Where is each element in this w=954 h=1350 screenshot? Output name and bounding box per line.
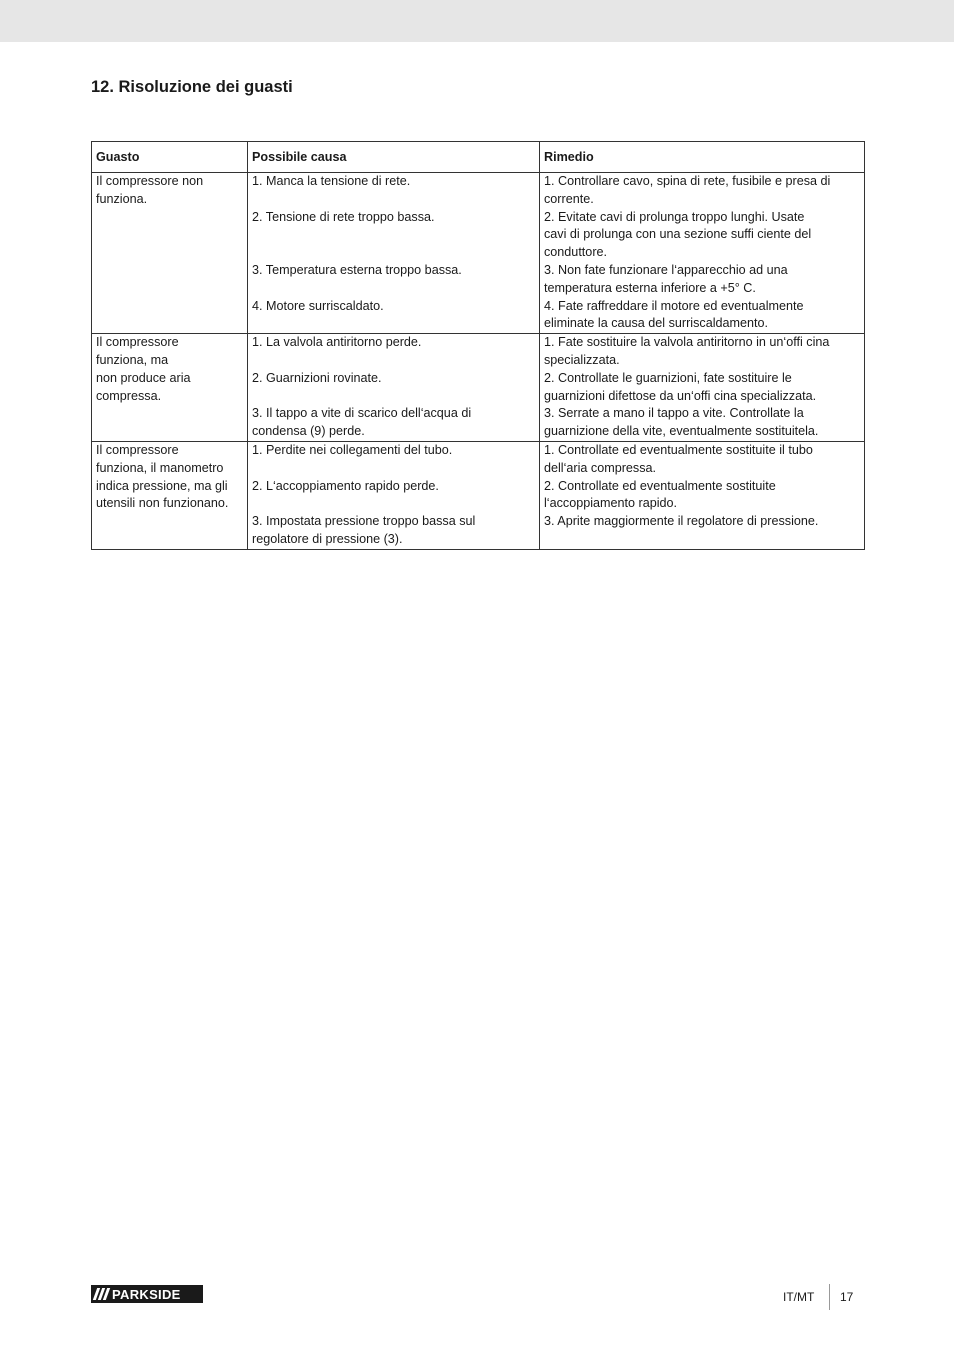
remedy-line: 4. Fate raffreddare il motore ed eventualmente — [544, 298, 804, 313]
remedy-cell — [540, 334, 865, 442]
cause-cell — [248, 334, 540, 442]
remedy-line: eliminate la causa del surriscaldamento. — [544, 316, 769, 331]
remedy-line: 1. Controllare cavo, spina di rete, fusibile e presa di — [544, 174, 831, 188]
remedy-line: 2. Controllate le guarnizioni, fate sostituire le — [544, 370, 792, 385]
remedy-line: conduttore. — [544, 245, 608, 260]
table-row — [92, 334, 865, 442]
parkside-logo — [91, 1285, 203, 1303]
table-row — [92, 173, 865, 334]
cause-line: 4. Motore surriscaldato. — [252, 298, 384, 313]
cause-line: 2. L‘accoppiamento rapido perde. — [252, 478, 439, 493]
remedy-line: 3. Serrate a mano il tappo a vite. Controllate la — [544, 406, 804, 421]
header-cause: Possibile causa — [248, 142, 540, 173]
cause-line: 1. La valvola antiritorno perde. — [252, 335, 422, 350]
cause-line: 3. Impostata pressione troppo bassa sul — [252, 514, 476, 529]
fault-line: funziona, il manometro — [96, 460, 224, 475]
remedy-line: corrente. — [544, 191, 594, 206]
fault-line: funziona, ma — [96, 352, 169, 367]
cause-line: regolatore di pressione (3). — [252, 531, 403, 546]
remedy-line: guarnizioni difettose da un‘offi cina specializzata. — [544, 388, 817, 403]
remedy-line: 1. Controllate ed eventualmente sostituite il tubo — [544, 442, 813, 457]
cause-line: 3. Il tappo a vite di scarico dell‘acqua di — [252, 406, 472, 421]
fault-cell — [92, 334, 248, 442]
fault-line: non produce aria — [96, 370, 191, 385]
top-band — [0, 0, 954, 42]
fault-line: Il compressore — [96, 442, 179, 457]
cause-line: 1. Perdite nei collegamenti del tubo. — [252, 442, 453, 457]
table-row — [92, 441, 865, 549]
header-remedy: Rimedio — [540, 142, 865, 173]
cause-cell — [248, 173, 540, 334]
cause-line: 3. Temperatura esterna troppo bassa. — [252, 262, 462, 277]
cause-line: condensa (9) perde. — [252, 424, 365, 439]
fault-line: compressa. — [96, 388, 162, 403]
troubleshooting-table — [91, 141, 865, 550]
page-number: 17 — [840, 1290, 854, 1304]
remedy-line: 3. Aprite maggiormente il regolatore di pressione. — [544, 514, 819, 529]
remedy-cell — [540, 441, 865, 549]
remedy-cell — [540, 173, 865, 334]
footer-language-code: IT/MT — [783, 1290, 815, 1304]
logo-stripes-icon — [95, 1288, 108, 1300]
remedy-line: 3. Non fate funzionare l‘apparecchio ad una — [544, 262, 788, 277]
remedy-line: temperatura esterna inferiore a +5° C. — [544, 280, 756, 295]
remedy-line: specializzata. — [544, 352, 620, 367]
cause-cell — [248, 441, 540, 549]
remedy-line: 2. Evitate cavi di prolunga troppo lunghi. Usate — [544, 209, 805, 224]
remedy-line: cavi di prolunga con una sezione suffi ciente del — [544, 227, 812, 242]
remedy-line: guarnizione della vite, eventualmente sostituitela. — [544, 424, 819, 439]
cause-line: 2. Tensione di rete troppo bassa. — [252, 209, 435, 224]
fault-cell — [92, 441, 248, 549]
cause-line: 2. Guarnizioni rovinate. — [252, 370, 382, 385]
remedy-line: 2. Controllate ed eventualmente sostituite — [544, 478, 776, 493]
fault-cell — [92, 173, 248, 334]
logo-brand-text: PARKSIDE — [112, 1286, 181, 1302]
fault-line: indica pressione, ma gli — [96, 478, 228, 493]
remedy-line: dell‘aria compressa. — [544, 460, 656, 475]
fault-line: Il compressore — [96, 335, 179, 350]
header-fault: Guasto — [92, 142, 248, 173]
cause-line: 1. Manca la tensione di rete. — [252, 174, 411, 188]
footer-divider — [829, 1284, 830, 1310]
fault-line: utensili non funzionano. — [96, 496, 229, 511]
fault-line: funziona. — [96, 191, 148, 206]
section-heading: 12. Risoluzione dei guasti — [91, 78, 293, 96]
remedy-line: 1. Fate sostituire la valvola antiritorno in un‘offi cina — [544, 335, 830, 350]
remedy-line: l‘accoppiamento rapido. — [544, 496, 678, 511]
table-header-row — [92, 142, 865, 173]
fault-line: Il compressore non — [96, 174, 204, 188]
